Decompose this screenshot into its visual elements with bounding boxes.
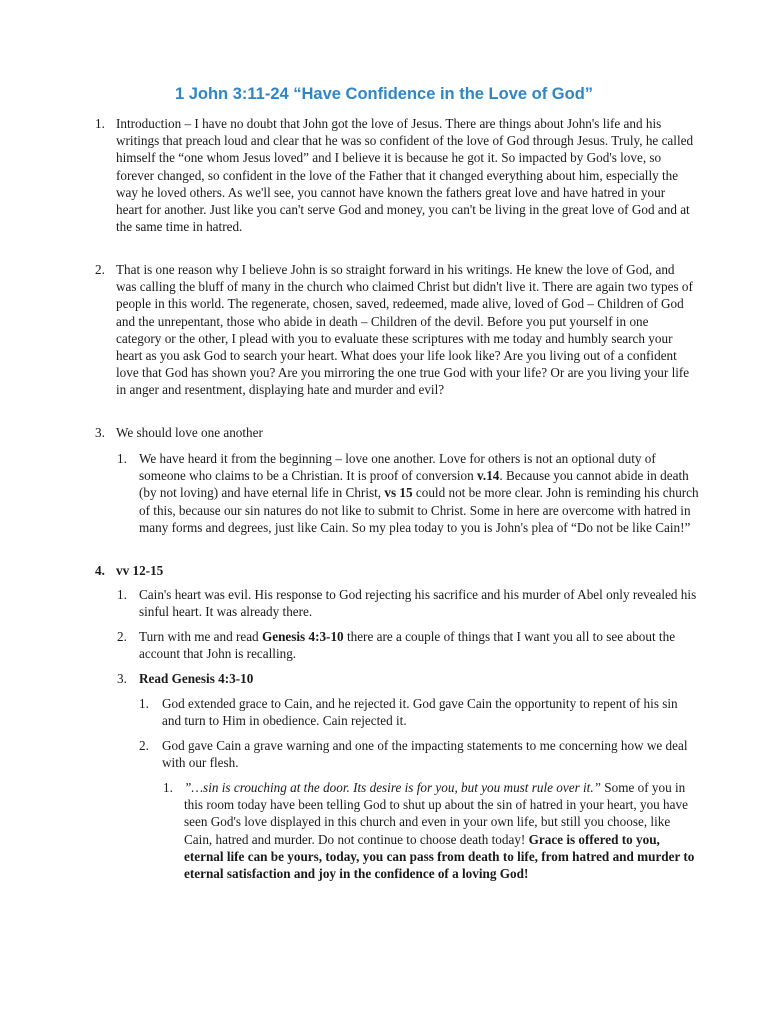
verse-ref: v.14 [477, 468, 500, 484]
page-title: 1 John 3:11-24 “Have Confidence in the Love of God” [174, 85, 594, 103]
item-number: 2. [117, 629, 127, 644]
item-text: Turn with me and read Genesis 4:3-10 there are a couple of things that I want you all to see about the account that John is recalling. [139, 629, 676, 662]
item-number: 4. [95, 563, 105, 578]
item-text: ”…sin is crouching at the door. Its desire is for you, but you must rule over it.” Some of you in this room today have been telling God to shut up about the sin of hatred in your heart, you have seen God's love displayed in this church and even in your own life, but still you choose, like Cain, hatred and murder. Do not continue to choose death today! Grace is offered to you, eternal life can be yours, today, you can pass from death to life, from hatred and murder to eternal satisfaction and joy in the confidence of a loving God! [184, 780, 695, 882]
item-text: vv 12-15 [116, 563, 164, 578]
item-number: 1. [139, 696, 149, 711]
item-number: 1. [95, 116, 105, 131]
scripture-quote: ”…sin is crouching at the door. Its desire is for you, but you must rule over it.” [184, 780, 601, 795]
item-text: That is one reason why I believe John is so straight forward in his writings. He knew the love of God, and was calling the bluff of many in the church who claimed Christ but didn't live it. There are again two types of people in this world. The regenerate, chosen, saved, redeemed, made alive, loved of God – Children of God and the unrepentant, those who abide in death – Children of the devil. Before you put yourself in one category or the other, I plead with you to evaluate these scriptures with me today and humbly search your heart as you ask God to search your heart. What does your life look like? Are you living out of a confident love that God has shown you? Are you mirroring the one true God with your life? Or are you living your life in anger and resentment, displaying hate and murder and evil? [116, 262, 693, 398]
item-number: 3. [95, 425, 105, 440]
item-number: 2. [95, 262, 105, 277]
verse-ref: vs 15 [384, 485, 413, 501]
item-number: 1. [117, 587, 127, 602]
verse-ref: Genesis 4:3-10 [261, 629, 344, 644]
item-text: We should love one another [116, 425, 263, 440]
item-text: God extended grace to Cain, and he rejected it. God gave Cain the opportunity to repent of his sin and turn to Him in obedience. Cain rejected it. [162, 696, 678, 729]
item-text: Cain's heart was evil. His response to God rejecting his sacrifice and his murder of Abel only revealed his sinful heart. It was already there. [139, 587, 697, 620]
item-text: We have heard it from the beginning – love one another. Love for others is not an optional duty of someone who claims to be a Christian. It is proof of conversion v.14. Because you cannot abide in death (by not loving) and have eternal life in Christ, vs 15 could not be more clear. John is reminding his church of this, because our sin natures do not like to submit to Christ. Some in here are overcome with hatred in many forms and degrees, just like Cain. So my plea today to you is John's plea of “Do not be like Cain!” [139, 451, 699, 535]
emphasis-text: Grace is offered to you, eternal life can be yours, today, you can pass from death to life, from hatred and murder to eternal satisfaction and joy in the confidence of a loving God! [184, 831, 695, 882]
item-text: Introduction – I have no doubt that John got the love of Jesus. There are things about John's life and his writings that preach loud and clear that he was so confident of the love of God through Jesus. Truly, he called himself the “one whom Jesus loved” and I believe it is because he got it. So impacted by God's love, so forever changed, so confident in the love of the Father that it changed everything about him, especially the way he loved others. As we'll see, you cannot have known the fathers great love and have hatred in your heart for another. Just like you can't serve God and money, you can't be living in the great love of God and at the same time in hatred. [116, 116, 694, 235]
item-number: 2. [139, 738, 149, 753]
item-text: Read Genesis 4:3-10 [139, 671, 254, 686]
item-text: God gave Cain a grave warning and one of the impacting statements to me concerning how we deal with our flesh. [162, 738, 688, 771]
item-number: 3. [117, 671, 127, 686]
item-number: 1. [163, 780, 173, 795]
item-number: 1. [117, 451, 127, 466]
